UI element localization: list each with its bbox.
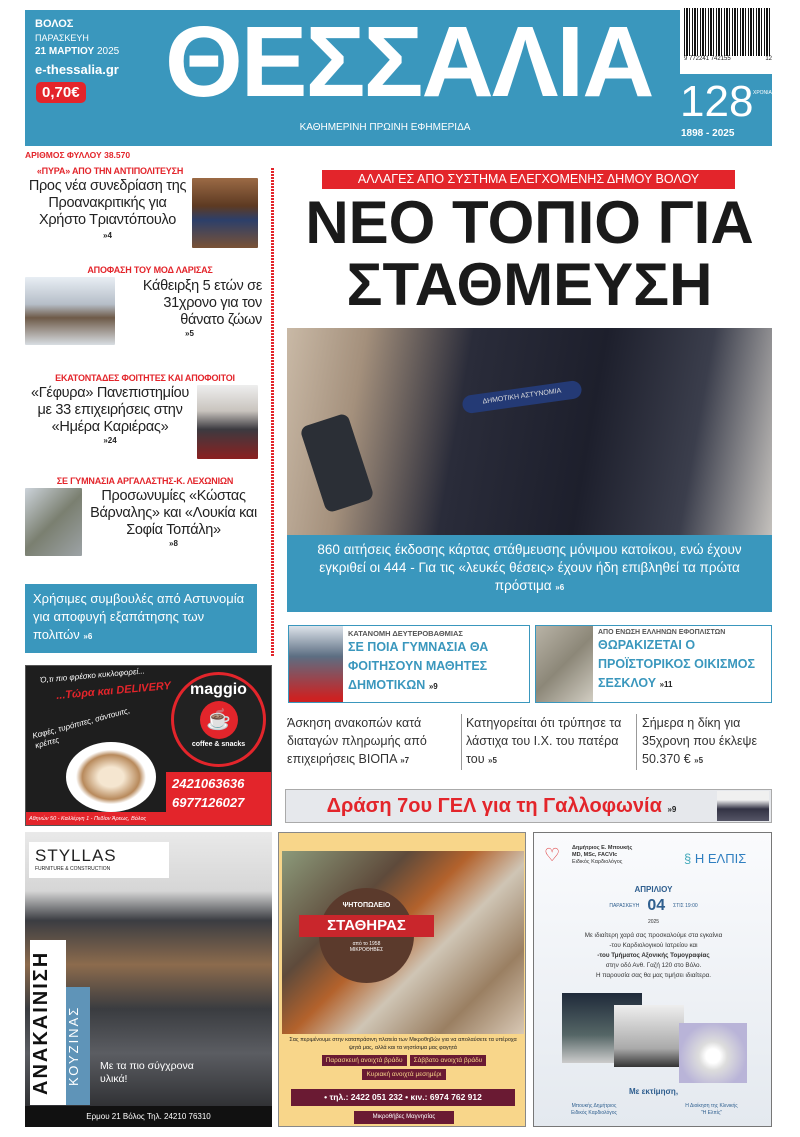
banner-photo (717, 791, 769, 821)
feature-photo-sesklo (536, 626, 593, 702)
left-story[interactable] (25, 373, 265, 445)
stathras-footer: Μικροθήβες Μαγνησίας (354, 1111, 454, 1124)
story-kicker: ΑΠΟΦΑΣΗ ΤΟΥ ΜΟΔ ΛΑΡΙΣΑΣ (87, 265, 213, 275)
short-story[interactable] (637, 714, 772, 770)
feature-headline: ΣΕ ΠΟΙΑ ΓΥΜΝΑΣΙΑ ΘΑ ΦΟΙΤΗΣΟΥΝ ΜΑΘΗΤΕΣ ΔΗΜΟΤΙΚΩΝ (348, 640, 489, 692)
main-caption-text: 860 αιτήσεις έκδοσης κάρτας στάθμευσης μόνιμου κατοίκου, ενώ έχουν εγκριθεί οι 444 - Για τις «λευκές θέσεις» έχουν ήδη επιβληθεί τα πρώτα πρόστιμα (317, 542, 742, 593)
date-day: 21 ΜΑΡΤΙΟΥ (35, 46, 95, 57)
page-ref: »6 (555, 583, 565, 592)
phone-number: 6977126027 (172, 795, 245, 810)
invite-line: Με ιδιαίτερη χαρά σας προσκαλούμε στα εγκαίνια (584, 932, 723, 939)
opening-hours: Σάββατο ανοιχτά βράδυ (410, 1055, 487, 1066)
story-kicker: ΕΚΑΤΟΝΤΑΔΕΣ ΦΟΙΤΗΤΕΣ ΚΑΙ ΑΠΟΦΟΙΤΟΙ (55, 373, 235, 383)
event-year: 2025 (647, 919, 660, 925)
ad-stathras[interactable] (278, 832, 526, 1127)
price-badge: 0,70€ (36, 82, 86, 103)
issue-number: ΑΡΙΘΜΟΣ ΦΥΛΛΟΥ 38.570 (25, 150, 131, 160)
left-story[interactable] (25, 265, 265, 338)
banner-text: Δράση 7ου ΓΕΛ για τη Γαλλοφωνία (326, 794, 662, 817)
main-kicker: ΑΛΛΑΓΕΣ ΑΠΟ ΣΥΣΤΗΜΑ ΕΛΕΓΧΟΜΕΝΗΣ ΔΗΜΟΥ ΒΟΛΟΥ (322, 170, 735, 189)
francophonie-banner[interactable] (285, 789, 772, 823)
feature-headline: ΘΩΡΑΚΙΖΕΤΑΙ Ο ΠΡΟΪΣΤΟΡΙΚΟΣ ΟΙΚΙΣΜΟΣ ΣΕΣΚΛΟΥ (598, 638, 755, 690)
page-ref: »5 (694, 756, 704, 765)
event-day: 04 (647, 897, 666, 914)
stathras-phones: • τηλ.: 2422 051 232 • κιν.: 6974 762 912 (291, 1089, 515, 1106)
page-ref: »24 (103, 436, 117, 445)
page-ref: »5 (488, 756, 497, 765)
short-story-headline: Σήμερα η δίκη για 35χρονη που έκλεψε 50.370 € (642, 716, 758, 766)
story-photo-parliament (192, 178, 258, 248)
styllas-vertical1-bg (30, 940, 66, 1105)
maggio-brand-sub: coffee & snacks (191, 741, 246, 748)
date (35, 46, 119, 57)
stathras-place: ΜΙΚΡΟΘΗΒΕΣ (349, 947, 384, 953)
handheld-device-icon (299, 412, 374, 513)
signature: Μπουκής Δημήτριος (571, 1103, 617, 1109)
stathras-brand: ΣΤΑΘΗΡΑΣ (299, 915, 434, 937)
clinic-room-photo (614, 1005, 684, 1067)
styllas-vertical-title: ΑΝΑΚΑΙΝΙΣΗ (30, 950, 52, 1095)
invite-line: -του Καρδιολογικού Ιατρείου και (609, 942, 698, 949)
story-headline: Προσωνυμίες «Κώστας Βάρναλης» και «Λουκία και Σοφία Τοπάλη» (90, 488, 257, 538)
maggio-logo (171, 672, 266, 767)
doctor-specialty: Ειδικός Καρδιολόγος (572, 859, 623, 865)
regards: Με εκτίμηση, (628, 1087, 679, 1096)
cup-icon: ☕ (200, 701, 238, 739)
styllas-brand: STYLLAS (35, 846, 117, 865)
signature: Η Διοίκηση της Κλινικής (685, 1103, 738, 1109)
police-tips-box[interactable] (25, 584, 257, 653)
stathras-label: ΨΗΤΟΠΩΛΕΙΟ (342, 902, 391, 909)
page-ref: »9 (667, 804, 677, 814)
styllas-logo (29, 842, 169, 878)
years-count: 128 (680, 77, 754, 126)
stathras-logo (319, 888, 414, 983)
main-headline[interactable] (287, 189, 772, 318)
opening-hours: Παρασκευή ανοιχτά βράδυ (322, 1055, 407, 1066)
elpis-logo (684, 851, 746, 866)
main-photo-police-officer (287, 328, 772, 612)
police-badge: ΔΗΜΟΤΙΚΗ ΑΣΤΥΝΟΜΙΑ (461, 380, 582, 415)
clinic-name: Η ΕΛΠΙΣ (694, 851, 747, 866)
city: ΒΟΛΟΣ (35, 18, 74, 30)
ad-tagline: Ό,τι πιο φρέσκο κυκλοφορεί... (39, 666, 146, 685)
phone-number: 2421063636 (172, 776, 245, 791)
ad-styllas[interactable] (25, 832, 272, 1127)
column-divider (271, 168, 274, 656)
barcode-bars-icon (684, 8, 772, 56)
invite-line: Η παρουσία σας θα μας τιμήσει ιδιαίτερα. (595, 972, 712, 979)
invite-line: στην οδό Ανθ. Γαζή 120 στο Βόλο. (605, 962, 702, 969)
page-ref: »9 (428, 682, 438, 691)
page-ref: »8 (169, 539, 178, 548)
years-label: ΧΡΟΝΙΑ (753, 90, 772, 96)
heart-icon: ♡ (544, 845, 561, 865)
page-ref: »7 (400, 756, 410, 765)
barcode-number: 9 772241 742155 (684, 56, 731, 62)
event-month: ΑΠΡΙΛΙΟΥ (634, 885, 673, 894)
signature: "Η Ελπίς" (700, 1110, 723, 1116)
maggio-phones (166, 772, 272, 826)
invite-line: -του Τμήματος Αξονικής Τομογραφίας (597, 952, 710, 959)
ad-elpis-clinic[interactable] (533, 832, 772, 1127)
maggio-address: Αθηνών 50 - Καλλέργη 1 - Πεδίον Άρεως, Βόλος (26, 812, 166, 826)
main-caption (287, 535, 772, 612)
short-stories (287, 714, 772, 770)
story-headline: «Γέφυρα» Πανεπιστημίου με 33 επιχειρήσεις στην «Ημέρα Καριέρας» (30, 385, 190, 435)
elpis-s-icon: § (684, 851, 692, 866)
story-headline: Κάθειρξη 5 ετών σε 31χρονο για τον θάνατο ζώων (142, 278, 262, 328)
ct-scanner-photo (679, 1023, 747, 1083)
story-photo-school (25, 488, 82, 556)
short-story-headline: Κατηγορείται ότι τρύπησε τα λάστιχα του Ι.Χ. του πατέρα του (466, 716, 622, 766)
doctor-name: Δημήτριος Ε. Μπουκής (572, 845, 633, 851)
ad-maggio[interactable] (25, 665, 272, 826)
police-tips-text: Χρήσιμες συμβουλές από Αστυνομία για αποφυγή εξαπάτησης των πολιτών (33, 591, 245, 642)
main-headline-line2: ΣΤΑΘΜΕΥΣΗ (346, 251, 713, 318)
page-ref: »4 (103, 231, 112, 240)
weekday: ΠΑΡΑΣΚΕΥΗ (35, 33, 89, 43)
barcode (680, 4, 776, 74)
story-kicker: «ΠΥΡΑ» ΑΠΟ ΤΗΝ ΑΝΤΙΠΟΛΙΤΕΥΣΗ (36, 166, 184, 176)
date-year: 2025 (96, 46, 120, 57)
feature-box-sesklo[interactable] (535, 625, 772, 703)
ad-products: Καφές, τυρόπιτες, σάντουιτς, κρέπες (31, 705, 131, 751)
ad-tagline-delivery: ...Τώρα και DELIVERY (55, 680, 172, 702)
short-story[interactable] (462, 714, 637, 770)
styllas-footer: Ερμου 21 Βόλος Τηλ. 24210 76310 (25, 1106, 272, 1127)
newspaper-subtitle: ΚΑΘΗΜΕΡΙΝΗ ΠΡΩΙΝΗ ΕΦΗΜΕΡΙΔΑ (299, 122, 471, 133)
short-story[interactable] (287, 714, 462, 770)
feature-photo-school (289, 626, 343, 702)
story-photo-career-day (197, 385, 258, 459)
page-ref: »6 (83, 632, 93, 641)
styllas-vertical-subtitle: ΚΟΥΖΙΝΑΣ (66, 1005, 81, 1087)
masthead (25, 6, 772, 146)
styllas-slogan: Με τα πιο σύγχρονα υλικά! (100, 1060, 194, 1085)
opening-hours: Κυριακή ανοιχτά μεσημέρι (362, 1069, 445, 1080)
story-kicker: ΣΕ ΓΥΜΝΑΣΙΑ ΑΡΓΑΛΑΣΤΗΣ-Κ. ΛΕΧΩΝΙΩΝ (56, 476, 234, 486)
newspaper-logo: ΘΕΣΣΑΛΙΑ (165, 6, 653, 118)
website-link[interactable]: e-thessalia.gr (35, 62, 119, 77)
short-story-headline: Άσκηση ανακοπών κατά διαταγών πληρωμής από επιχειρήσεις ΒΙΟΠΑ (287, 716, 427, 766)
feature-kicker: ΑΠΟ ΕΝΩΣΗ ΕΛΛΗΝΩΝ ΕΦΟΠΛΙΣΤΩΝ (598, 629, 726, 636)
left-story[interactable] (25, 476, 265, 548)
doctor-title: MD, MSc, FACVIc (572, 852, 618, 858)
stathras-since: από το 1958 (352, 941, 381, 947)
story-headline: Προς νέα συνεδρίαση της Προανακριτικής για Χρήστο Τριαντόπουλο (28, 178, 187, 228)
coffee-cup-icon (66, 742, 156, 812)
story-photo-courthouse (25, 277, 115, 345)
event-weekday: ΠΑΡΑΣΚΕΥΗ (609, 903, 640, 909)
stathras-text: Σας περιμένουμε στην καταπράσινη πλατεία των Μικροθηβών για να απολαύσετε τα υπέροχα ψητά μας, αλλά και τα νηστίσιμα μας φαγητά (289, 1037, 517, 1051)
years-range: 1898 - 2025 (681, 128, 735, 139)
signature: Ειδικός Καρδιολόγος (571, 1110, 617, 1116)
styllas-brand-sub: FURNITURE & CONSTRUCTION (35, 866, 111, 872)
left-story[interactable] (25, 166, 265, 240)
maggio-brand: maggio (190, 681, 247, 698)
feature-kicker: ΚΑΤΑΝΟΜΗ ΔΕΥΤΕΡΟΒΑΘΜΙΑΣ (348, 629, 463, 638)
page-ref: »11 (659, 680, 673, 689)
main-headline-line1: ΝΕΟ ΤΟΠΙΟ ΓΙΑ (305, 189, 754, 256)
barcode-issue: 12 (765, 56, 772, 62)
event-time: ΣΤΙΣ 19:00 (673, 903, 698, 909)
feature-box-schools[interactable] (288, 625, 530, 703)
page-ref: »5 (185, 329, 194, 338)
